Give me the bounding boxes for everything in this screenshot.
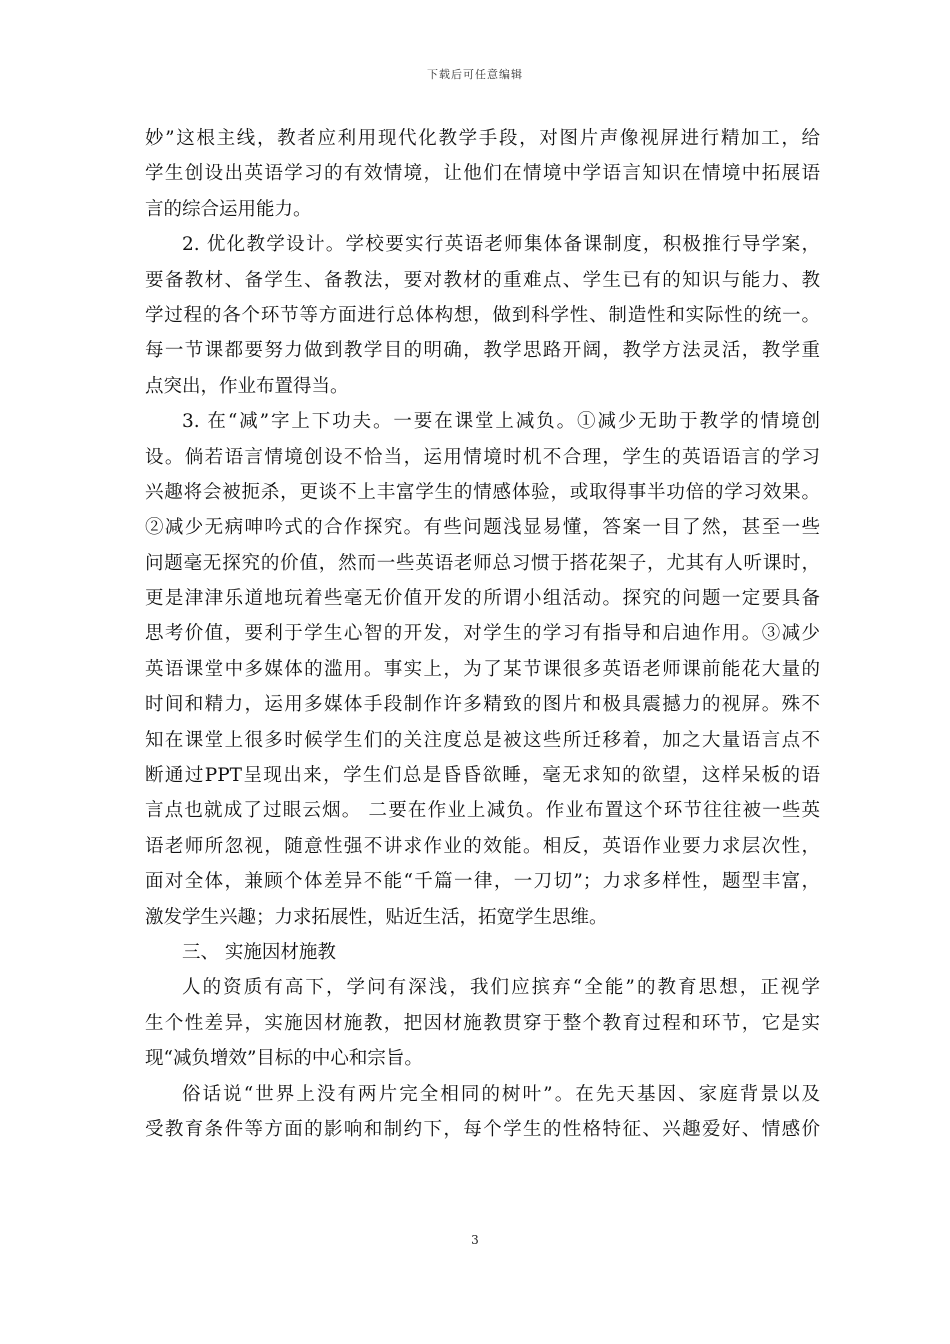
text-line: 受教育条件等方面的影响和制约下，每个学生的性格特征、兴趣爱好、情感价 bbox=[145, 1118, 820, 1140]
text-line: 言点也就成了过眼云烟。 二要在作业上减负。作业布置这个环节往往被一些英 bbox=[145, 800, 820, 822]
text-line: 2. 优化教学设计。学校要实行英语老师集体备课制度，积极推行导学案， bbox=[182, 234, 820, 256]
text-line: 点突出，作业布置得当。 bbox=[145, 375, 349, 397]
text-line: 生个性差异，实施因材施教，把因材施教贯穿于整个教育过程和环节，它是实 bbox=[145, 1012, 820, 1034]
text-line: 语老师所忽视，随意性强不讲求作业的效能。相反，英语作业要力求层次性， bbox=[145, 835, 820, 857]
text-line: 要备教材、备学生、备教法，要对教材的重难点、学生已有的知识与能力、教 bbox=[145, 269, 820, 291]
text-line: 每一节课都要努力做到教学目的明确，教学思路开阔，教学方法灵活，教学重 bbox=[145, 340, 820, 362]
text-line: 学过程的各个环节等方面进行总体构想，做到科学性、制造性和实际性的统一。 bbox=[145, 304, 820, 326]
text-line: 激发学生兴趣；力求拓展性，贴近生活，拓宽学生思维。 bbox=[145, 906, 608, 928]
text-line: 知在课堂上很多时候学生们的关注度总是被这些所迁移着，加之大量语言点不 bbox=[145, 729, 820, 751]
text-line: 妙”这根主线，教者应利用现代化教学手段，对图片声像视屏进行精加工，给 bbox=[145, 128, 820, 149]
document-body bbox=[145, 121, 820, 1147]
text-line: 俗话说“世界上没有两片完全相同的树叶”。在先天基因、家庭背景以及 bbox=[182, 1083, 820, 1105]
page-header: 下载后可任意编辑 bbox=[427, 68, 523, 81]
text-line: 设。倘若语言情境创设不恰当，运用情境时机不合理，学生的英语语言的学习 bbox=[145, 446, 820, 468]
text-line: 断通过PPT呈现出来，学生们总是昏昏欲睡，毫无求知的欲望，这样呆板的语 bbox=[145, 765, 820, 787]
text-line: 问题毫无探究的价值，然而一些英语老师总习惯于搭花架子，尤其有人听课时， bbox=[145, 552, 820, 574]
text-line: 思考价值，要利于学生心智的开发，对学生的学习有指导和启迪作用。③减少 bbox=[145, 623, 820, 645]
text-line: 人的资质有高下，学问有深浅，我们应摈弃“全能”的教育思想，正视学 bbox=[182, 977, 820, 999]
text-line: 言的综合运用能力。 bbox=[145, 198, 312, 220]
text-line: 时间和精力，运用多媒体手段制作许多精致的图片和极具震撼力的视屏。殊不 bbox=[145, 694, 820, 716]
text-line: 面对全体，兼顾个体差异不能“千篇一律，一刀切”；力求多样性，题型丰富， bbox=[145, 871, 820, 893]
text-line: 现“减负增效”目标的中心和宗旨。 bbox=[145, 1048, 423, 1070]
page-number: 3 bbox=[471, 1233, 479, 1247]
text-line: 更是津津乐道地玩着些毫无价值开发的所谓小组活动。探究的问题一定要具备 bbox=[145, 588, 820, 610]
text-line: 三、 实施因材施教 bbox=[182, 941, 336, 963]
text-line: 英语课堂中多媒体的滥用。事实上，为了某节课很多英语老师课前能花大量的 bbox=[145, 658, 820, 680]
text-line: ②减少无病呻吟式的合作探究。有些问题浅显易懂，答案一目了然，甚至一些 bbox=[145, 517, 820, 539]
text-line: 3. 在“减”字上下功夫。一要在课堂上减负。①减少无助于教学的情境创 bbox=[182, 411, 820, 433]
text-line: 兴趣将会被扼杀，更谈不上丰富学生的情感体验，或取得事半功倍的学习效果。 bbox=[145, 481, 820, 503]
text-line: 学生创设出英语学习的有效情境，让他们在情境中学语言知识在情境中拓展语 bbox=[145, 163, 820, 185]
